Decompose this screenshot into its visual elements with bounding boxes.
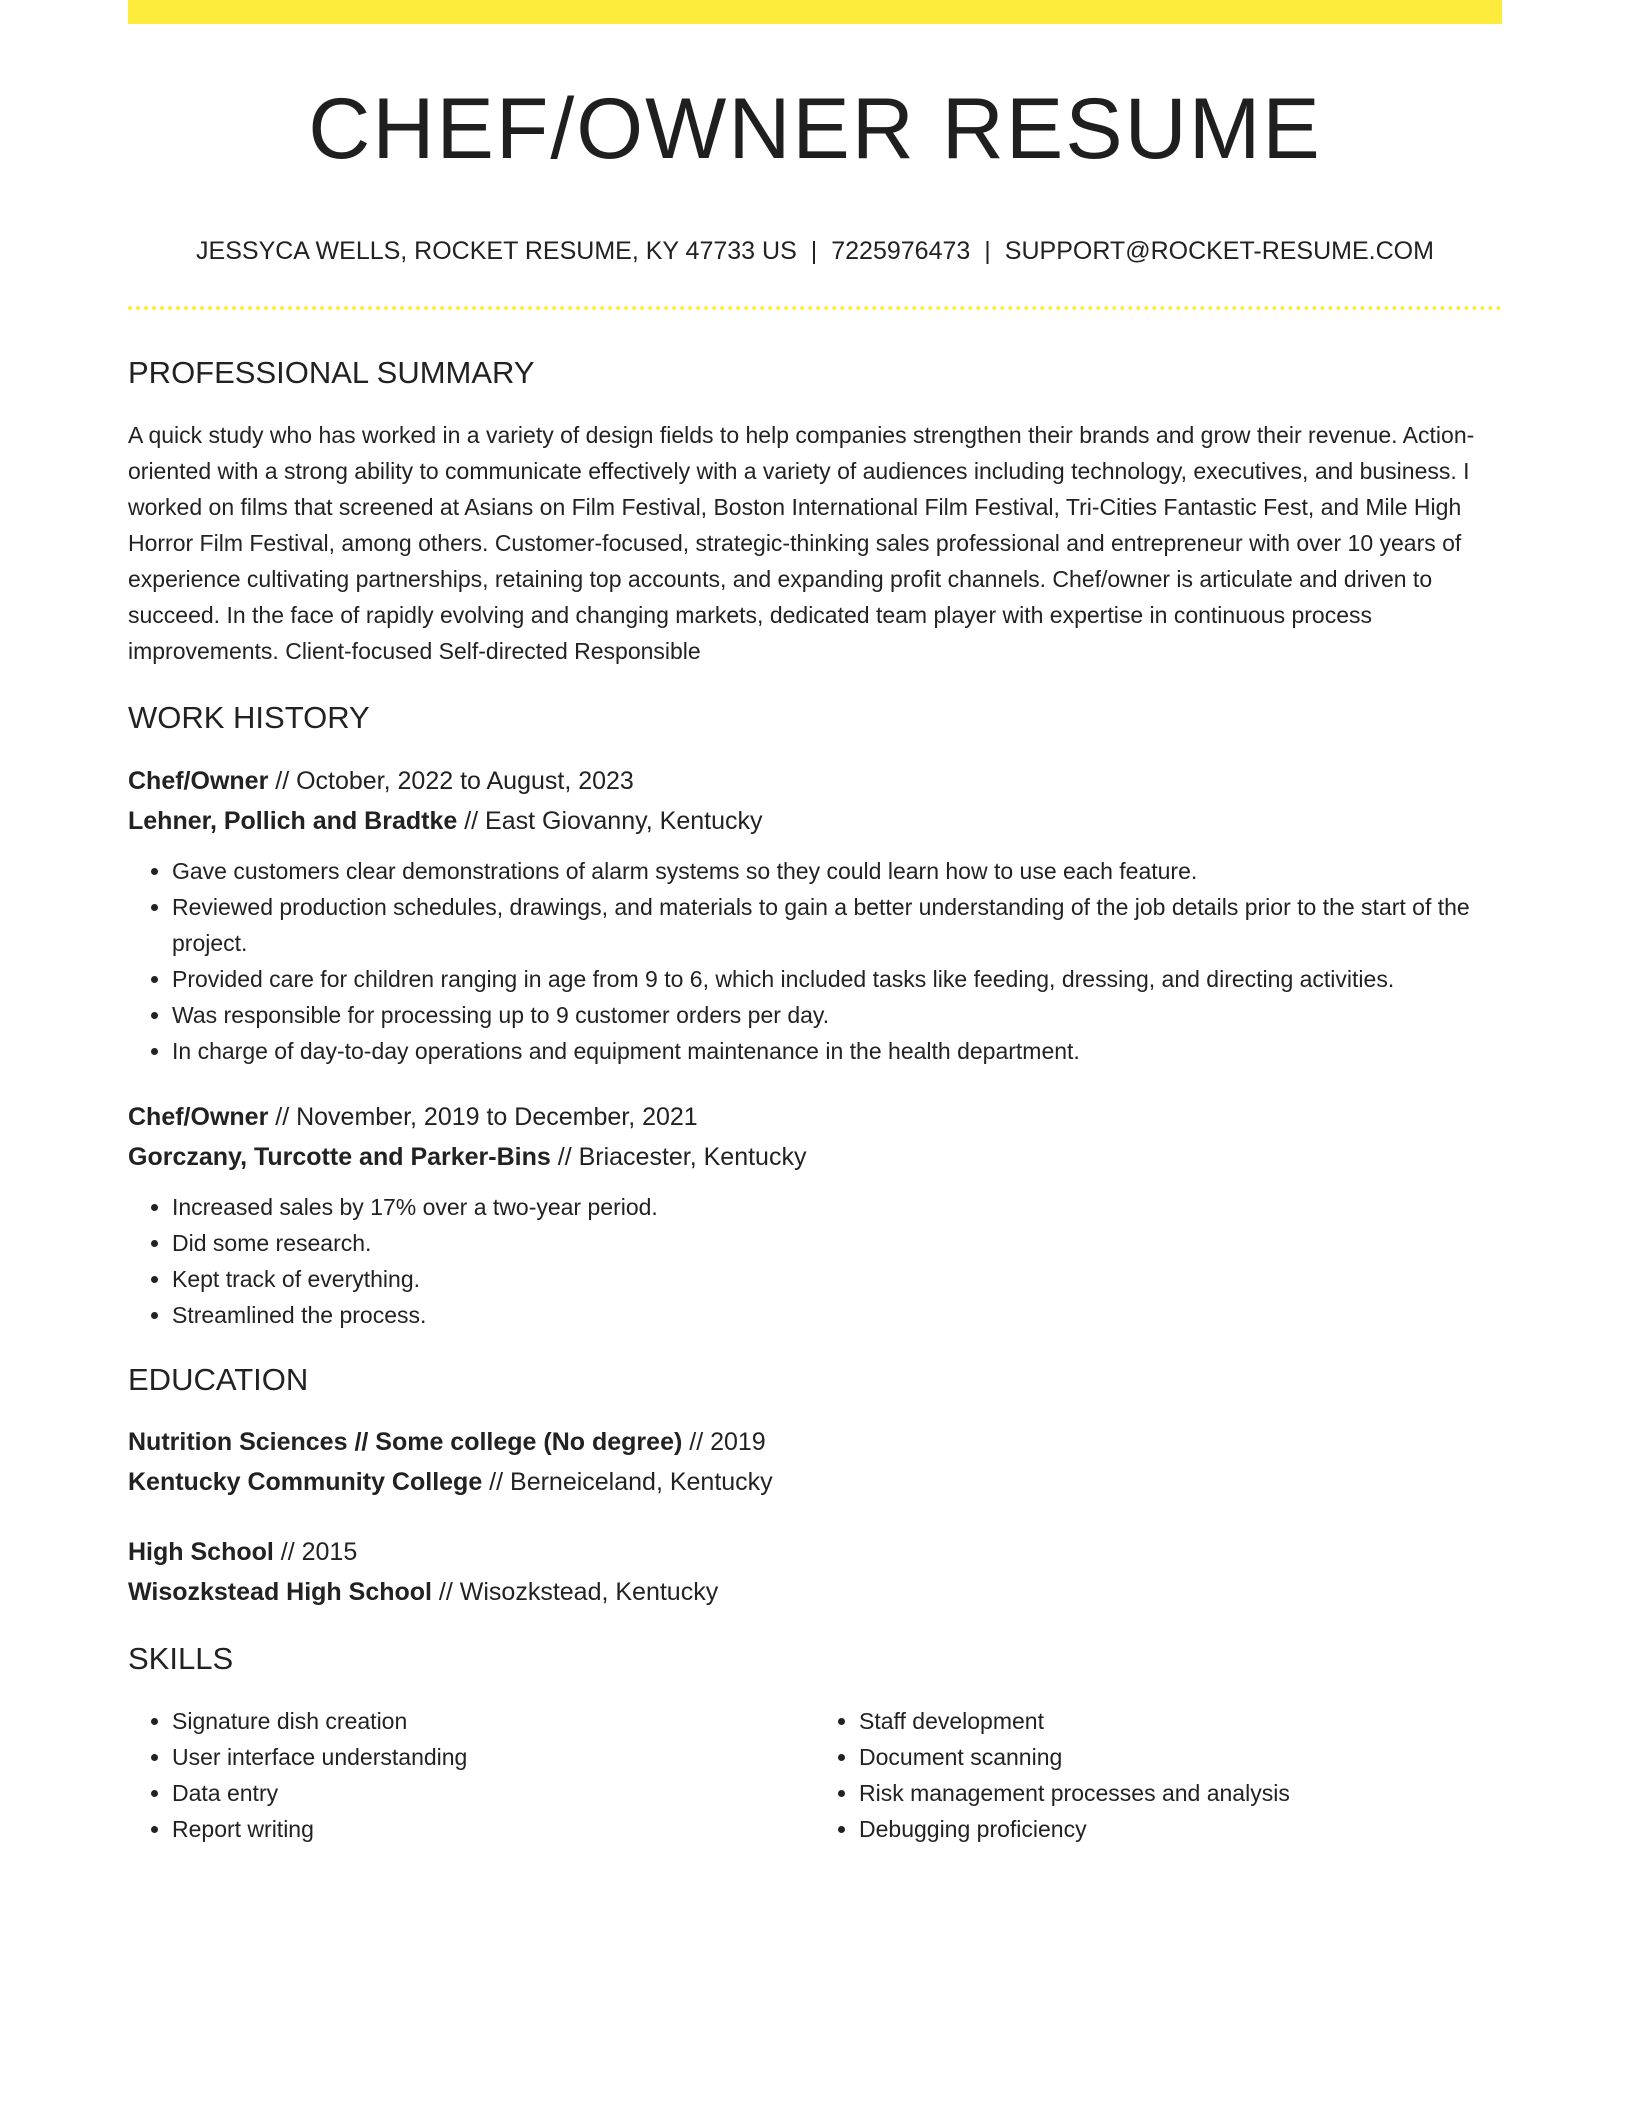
- contact-line: [128, 236, 1502, 266]
- job-employer-line: [128, 1137, 1502, 1177]
- education-degree-line: [128, 1532, 1502, 1572]
- job-employer-line: [128, 801, 1502, 841]
- resume-title: CHEF/OWNER RESUME: [308, 81, 1322, 177]
- education-year: // 2015: [273, 1537, 358, 1566]
- education-entry: [128, 1532, 1502, 1612]
- list-item: • Document scanning: [859, 1739, 1502, 1775]
- education-school: Kentucky Community College: [128, 1467, 483, 1496]
- list-item: • Reviewed production schedules, drawings, and materials to gain a better understanding of the job details prior to the start of the project.: [172, 889, 1502, 961]
- job-title-line: [128, 1097, 1502, 1137]
- list-item: • Increased sales by 17% over a two-year period.: [172, 1189, 1502, 1225]
- list-item: • Provided care for children ranging in age from 9 to 6, which included tasks like feeding, dressing, and directing activities.: [172, 961, 1502, 997]
- job-bullets: [128, 853, 1502, 1069]
- list-item: • Debugging proficiency: [859, 1811, 1502, 1847]
- job-employer: Lehner, Pollich and Bradtke: [128, 806, 458, 835]
- job-title: Chef/Owner: [128, 1102, 269, 1131]
- education-school: Wisozkstead High School: [128, 1577, 432, 1606]
- contact-phone: 7225976473: [831, 237, 971, 266]
- list-item: • In charge of day-to-day operations and equipment maintenance in the health department.: [172, 1033, 1502, 1069]
- list-item: • Signature dish creation: [172, 1703, 815, 1739]
- list-item: • Was responsible for processing up to 9 customer orders per day.: [172, 997, 1502, 1033]
- education-degree: High School: [128, 1537, 274, 1566]
- header-divider: [128, 306, 1502, 310]
- list-item: • Data entry: [172, 1775, 815, 1811]
- summary-heading: PROFESSIONAL SUMMARY: [128, 355, 535, 391]
- list-item: • Staff development: [859, 1703, 1502, 1739]
- work-history-heading: WORK HISTORY: [128, 700, 370, 736]
- contact-email: SUPPORT@ROCKET-RESUME.COM: [1004, 237, 1434, 266]
- top-accent-bar: [128, 0, 1502, 24]
- skills-list: [128, 1703, 1502, 1847]
- job-title: Chef/Owner: [128, 766, 269, 795]
- education-location: // Wisozkstead, Kentucky: [431, 1577, 719, 1606]
- contact-separator: |: [810, 237, 818, 266]
- job-employer: Gorczany, Turcotte and Parker-Bins: [128, 1142, 551, 1171]
- contact-separator: |: [984, 237, 991, 266]
- contact-address: JESSYCA WELLS, ROCKET RESUME, KY 47733 US: [196, 237, 797, 266]
- education-heading: EDUCATION: [128, 1361, 309, 1397]
- list-item: • Risk management processes and analysis: [859, 1775, 1502, 1811]
- education-school-line: [128, 1462, 1502, 1502]
- job-bullets: [128, 1189, 1502, 1333]
- resume-page: [128, 0, 1502, 1847]
- skills-heading: SKILLS: [128, 1640, 234, 1676]
- job-entry: [128, 761, 1502, 1069]
- education-degree-line: [128, 1422, 1502, 1462]
- summary-text: A quick study who has worked in a variety of design fields to help companies strengthen their brands and grow their revenue. Action-oriented with a strong ability to communicate effectively with a variety of audiences including technology, executives, and business. I worked on films that screened at Asians on Film Festival, Boston International Film Festival, Tri-Cities Fantastic Fest, and Mile High Horror Film Festival, among others. Customer-focused, strategic-thinking sales professional and entrepreneur with over 10 years of experience cultivating partnerships, retaining top accounts, and expanding profit channels. Chef/owner is articulate and driven to succeed. In the face of rapidly evolving and changing markets, dedicated team player with expertise in continuous process improvements. Client-focused Self-directed Responsible: [128, 422, 1475, 665]
- education-location: // Berneiceland, Kentucky: [482, 1467, 773, 1496]
- job-location: // Briacester, Kentucky: [550, 1142, 807, 1171]
- job-location: // East Giovanny, Kentucky: [457, 806, 763, 835]
- job-title-line: [128, 761, 1502, 801]
- list-item: • Streamlined the process.: [172, 1297, 1502, 1333]
- education-school-line: [128, 1572, 1502, 1612]
- education-degree: Nutrition Sciences // Some college (No degree): [128, 1427, 683, 1456]
- skills-column-right: [815, 1703, 1502, 1847]
- job-dates: // October, 2022 to August, 2023: [268, 766, 634, 795]
- job-entry: [128, 1097, 1502, 1333]
- job-dates: // November, 2019 to December, 2021: [268, 1102, 698, 1131]
- list-item: • User interface understanding: [172, 1739, 815, 1775]
- list-item: • Kept track of everything.: [172, 1261, 1502, 1297]
- list-item: • Report writing: [172, 1811, 815, 1847]
- skills-column-left: [128, 1703, 815, 1847]
- education-year: // 2019: [682, 1427, 766, 1456]
- list-item: • Gave customers clear demonstrations of alarm systems so they could learn how to use each feature.: [172, 853, 1502, 889]
- education-entry: [128, 1422, 1502, 1502]
- list-item: • Did some research.: [172, 1225, 1502, 1261]
